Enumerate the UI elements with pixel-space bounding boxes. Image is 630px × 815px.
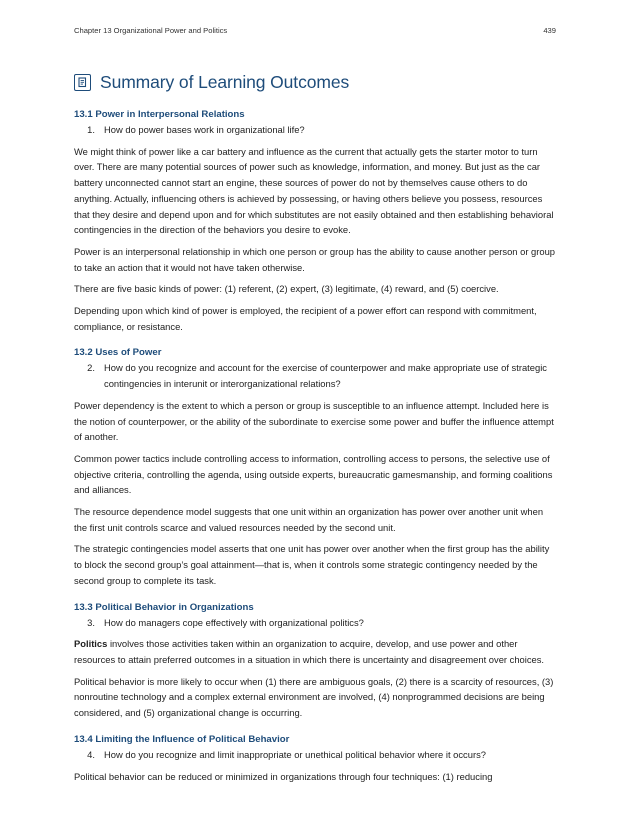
paragraph bbox=[74, 636, 558, 667]
question-number: 3. bbox=[87, 616, 95, 628]
paragraph: Political behavior is more likely to occur when (1) there are ambiguous goals, (2) there is a scarcity of resources, (3) nonroutine technology and a complex external environment are involved, (4) nonprogrammed decisions are being considered, and (5) organizational change is occurring. bbox=[74, 675, 554, 719]
learning-question bbox=[74, 615, 558, 631]
section-heading: 13.2 Uses of Power bbox=[74, 347, 162, 359]
learning-question bbox=[74, 360, 558, 391]
learning-question bbox=[74, 122, 558, 138]
paragraph: We might think of power like a car battery and influence as the current that actually gets the starter motor to turn over. There are many potential sources of power such as knowledge, information, and money. But just as the car battery unconnected cannot start an engine, these sources of power do not by themselves cause others to do anything. Actually, influencing others is achieved by possessing, or having others believe you possess, resources that they desire and depend upon and for which substitutes are not easily obtained and then establishing behavioral contingencies in the direction of the behaviors you desire to evoke. bbox=[74, 145, 554, 236]
paragraph: There are five basic kinds of power: (1) referent, (2) expert, (3) legitimate, (4) reward, and (5) coercive. bbox=[74, 283, 499, 295]
question-number: 1. bbox=[87, 124, 95, 135]
page-number: 439 bbox=[543, 26, 556, 35]
summary-heading bbox=[74, 72, 349, 93]
section-heading: 13.1 Power in Interpersonal Relations bbox=[74, 109, 245, 120]
paragraph: The resource dependence model suggests that one unit within an organization has power over another unit when the first unit controls scarce and valued resources needed by the second unit. bbox=[74, 506, 544, 533]
section-heading: 13.4 Limiting the Influence of Political Behavior bbox=[74, 733, 290, 745]
chapter-title: Chapter 13 Organizational Power and Politics bbox=[74, 26, 228, 35]
paragraph: Power is an interpersonal relationship in which one person or group has the ability to cause another person or group to take an action that it would not have taken otherwise. bbox=[74, 245, 556, 273]
learning-question bbox=[74, 747, 558, 763]
question-number: 4. bbox=[87, 748, 95, 760]
question-text: How do managers cope effectively with organizational politics? bbox=[104, 616, 364, 628]
paragraph: The strategic contingencies model asserts that one unit has power over another when the first group has the ability to block the second group’s goal attainment—that is, when it controls some strategic contingency needed by the second group to complete its task. bbox=[74, 543, 550, 586]
paragraph: Common power tactics include controlling access to information, controlling access to persons, the selective use of objective criteria, controlling the agenda, using outside experts, bureaucratic gamesmanship, and forming coalitions and alliances. bbox=[74, 452, 553, 496]
paragraph: Political behavior can be reduced or minimized in organizations through four techniques: (1) reducing bbox=[74, 770, 493, 782]
paragraph-text: involves those activities taken within an organization to acquire, develop, and use power and other resources to attain preferred outcomes in a situation in which there is uncertainty and disagreement over choices. bbox=[74, 638, 545, 665]
running-header bbox=[74, 26, 556, 35]
page-title: Summary of Learning Outcomes bbox=[100, 72, 350, 92]
paragraph: Depending upon which kind of power is employed, the recipient of a power effort can respond with commitment, compliance, or resistance. bbox=[74, 305, 537, 332]
question-text: How do power bases work in organizational life? bbox=[104, 124, 305, 135]
key-term: Politics bbox=[74, 638, 108, 650]
document-icon bbox=[74, 74, 91, 91]
question-text: How do you recognize and account for the exercise of counterpower and make appropriate use of strategic contingencies in interunit or interorganizational relations? bbox=[104, 362, 547, 390]
summary-content bbox=[74, 108, 558, 790]
question-text: How do you recognize and limit inappropriate or unethical political behavior where it occurs? bbox=[104, 748, 486, 760]
section-heading: 13.3 Political Behavior in Organizations bbox=[74, 601, 254, 613]
paragraph: Power dependency is the extent to which a person or group is susceptible to an influence attempt. Included here is the notion of counterpower, or the ability of the subordinate to exercise some power and buffer the influence attempt of another. bbox=[74, 399, 554, 443]
question-number: 2. bbox=[87, 362, 95, 374]
